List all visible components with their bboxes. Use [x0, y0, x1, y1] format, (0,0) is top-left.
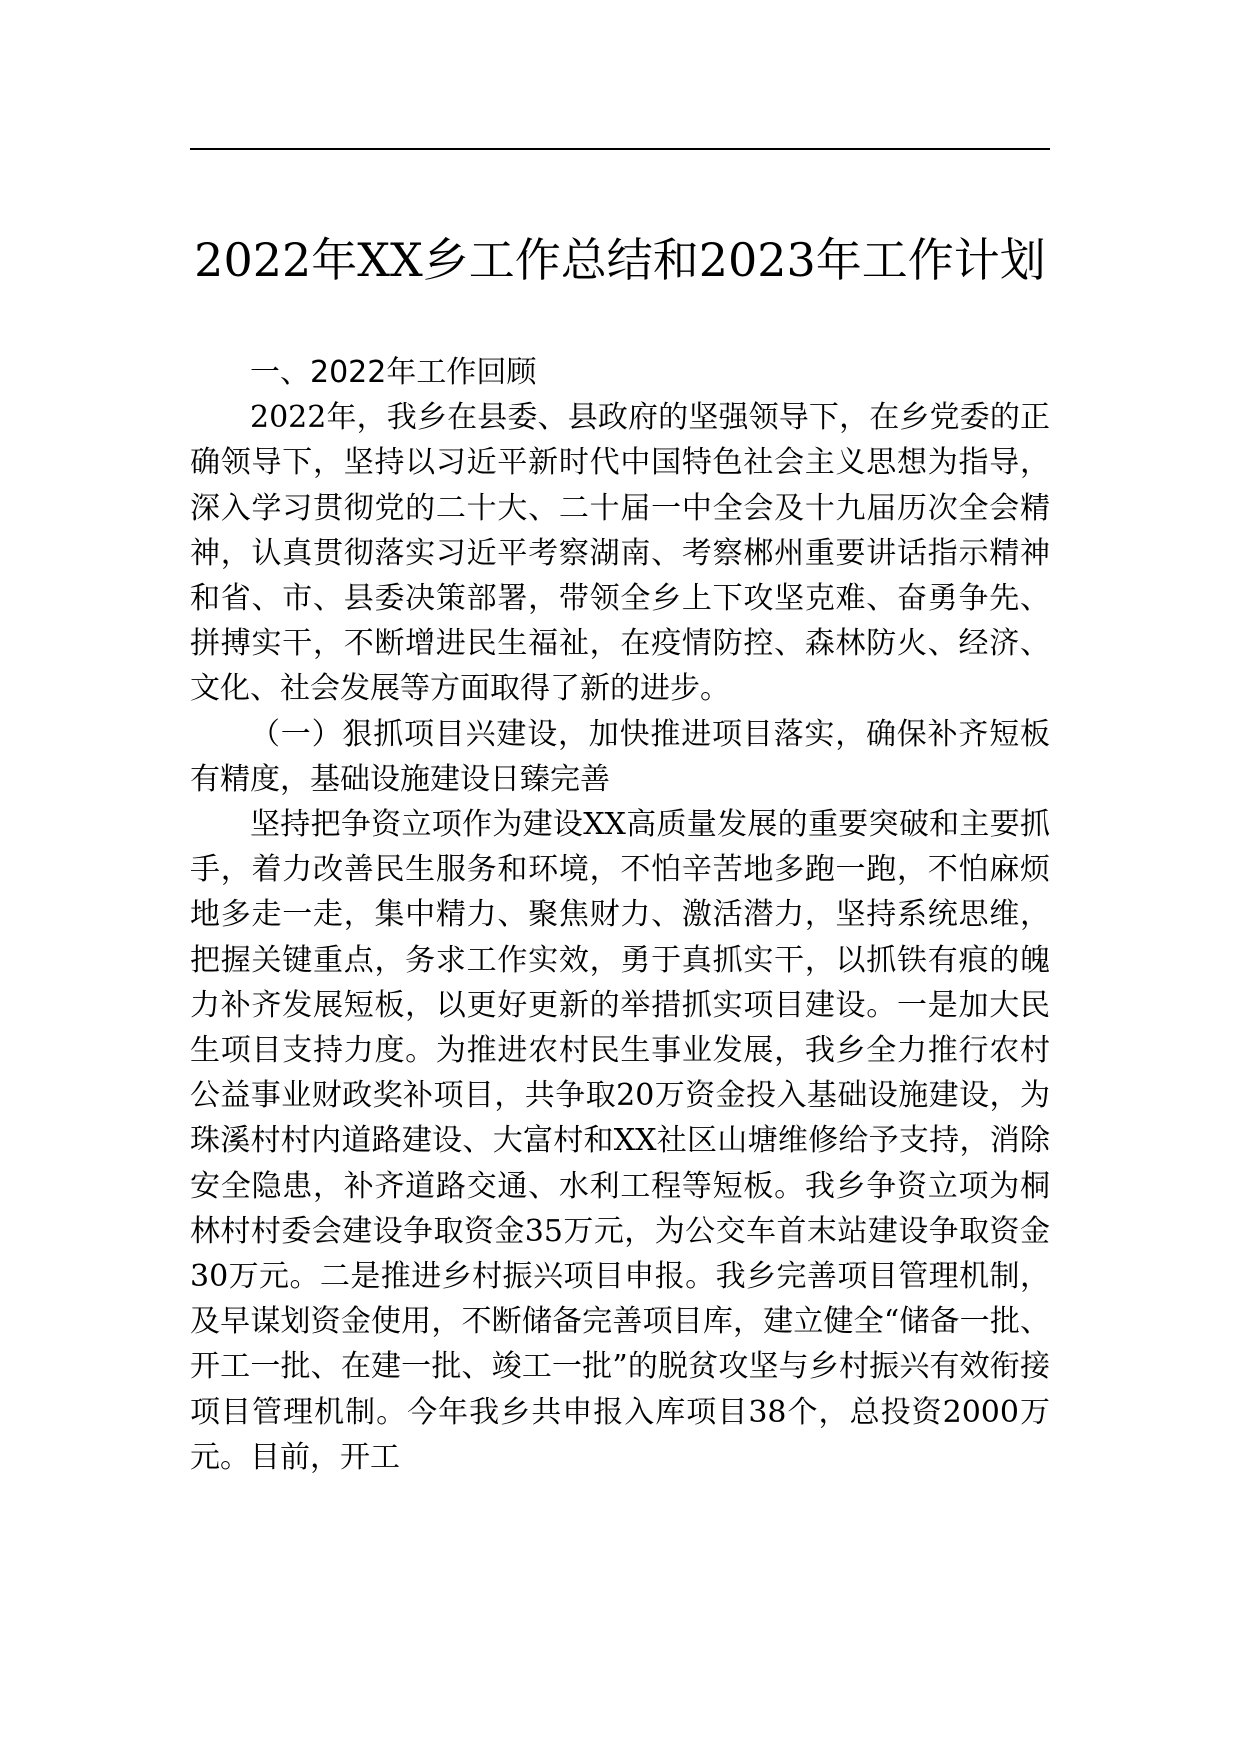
section-heading: 一、2022年工作回顾: [250, 355, 537, 390]
body-paragraph: 坚持把争资立项作为建设XX高质量发展的重要突破和主要抓手，着力改善民生服务和环境，不怕辛苦地多跑一跑，不怕麻烦地多走一走，集中精力、聚焦财力、激活潜力，坚持系统思维，把握关键重点，务求工作实效，勇于真抓实干，以抓铁有痕的魄力补齐发展短板，以更好更新的举措抓实项目建设。一是加大民生项目支持力度。为推进农村民生事业发展，我乡全力推行农村公益事业财政奖补项目，共争取20万资金投入基础设施建设，为珠溪村村内道路建设、大富村和XX社区山塘维修给予支持，消除安全隐患，补齐道路交通、水利工程等短板。我乡争资立项为桐林村村委会建设争取资金35万元，为公交车首末站建设争取资金30万元。二是推进乡村振兴项目申报。我乡完善项目管理机制，及早谋划资金使用，不断储备完善项目库，建立健全“储备一批、开工一批、在建一批、竣工一批”的脱贫攻坚与乡村振兴有效衔接项目管理机制。今年我乡共申报入库项目38个，总投资2000万元。目前，开工: [190, 807, 1050, 1475]
document-title: 2022年XX乡工作总结和2023年工作计划: [194, 233, 1046, 287]
document-body: [190, 350, 1050, 1480]
document-page: [190, 0, 1050, 1754]
header-rule: [190, 148, 1050, 150]
body-paragraph: 2022年，我乡在县委、县政府的坚强领导下，在乡党委的正确领导下，坚持以习近平新时代中国特色社会主义思想为指导，深入学习贯彻党的二十大、二十届一中全会及十九届历次全会精神，认真贯彻落实习近平考察湖南、考察郴州重要讲话指示精神和省、市、县委决策部署，带领全乡上下攻坚克难、奋勇争先、拼搏实干，不断增进民生福祉，在疫情防控、森林防火、经济、文化、社会发展等方面取得了新的进步。: [190, 400, 1050, 707]
subsection-heading: （一）狠抓项目兴建设，加快推进项目落实，确保补齐短板有精度，基础设施建设日臻完善: [190, 716, 1050, 797]
